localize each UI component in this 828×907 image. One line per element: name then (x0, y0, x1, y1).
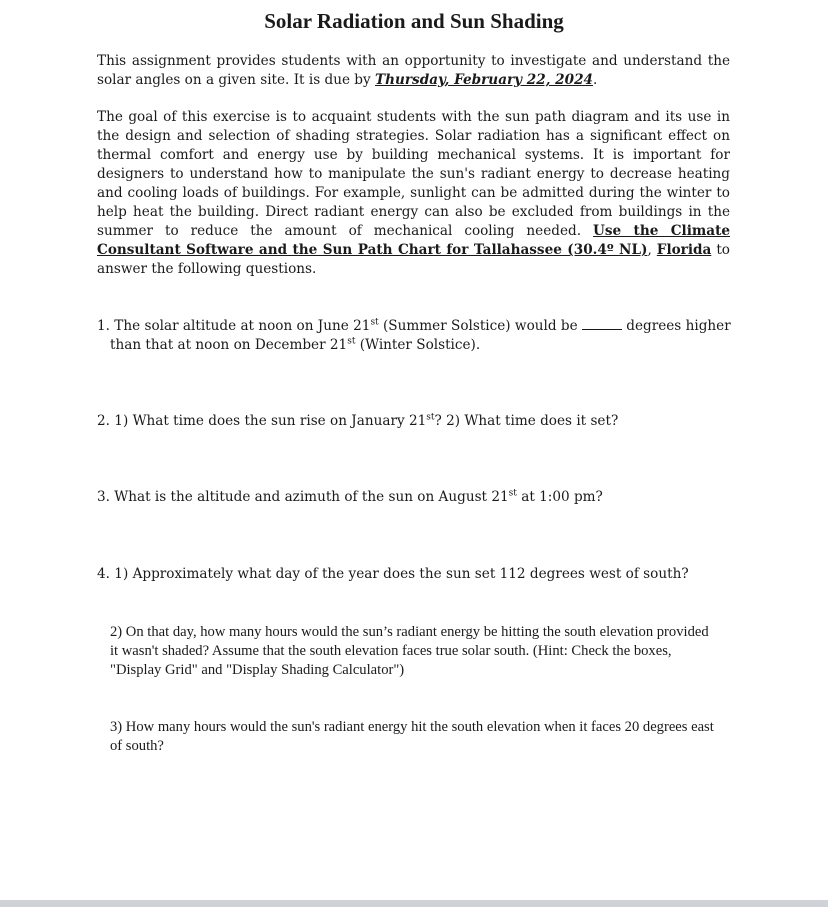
q3-text-a: 3. What is the altitude and azimuth of the sun on August 21 (97, 489, 509, 505)
intro-paragraph (97, 52, 730, 90)
bottom-scroll-bar (0, 900, 828, 907)
question-3 (97, 488, 737, 507)
q2-text-b: ? 2) What time does it set? (434, 413, 619, 429)
goal-text: The goal of this exercise is to acquaint students with the sun path diagram and its use in the design and selection of shading strategies. Solar radiation has a significant effect on thermal comfort and energy use by building mechanical systems. It is important for designers to understand how to manipulate the sun's radiant energy to decrease heating and cooling loads of buildings. For example, sunlight can be admitted during the winter to help heat the building. Direct radiant energy can also be excluded from buildings in the summer to reduce the amount of mechanical cooling needed. (97, 109, 730, 239)
question-1 (97, 317, 737, 336)
q1-sup-1: st (370, 317, 379, 328)
question-4-part-1: 4. 1) Approximately what day of the year does the sun set 112 degrees west of south? (97, 566, 689, 582)
intro-text: This assignment provides students with an opportunity to investigate and understand the solar angles on a given site. It is due by (97, 53, 730, 88)
page-title: Solar Radiation and Sun Shading (264, 9, 564, 33)
florida-link[interactable]: Florida (656, 242, 712, 258)
question-4-part-3: 3) How many hours would the sun's radiant energy hit the south elevation when it faces 20 degrees east of south? (110, 719, 714, 754)
goal-end: to answer the following questions. (97, 242, 730, 277)
q1-answer-blank[interactable] (582, 318, 622, 330)
q3-sup: st (508, 488, 517, 499)
q2-text-a: 2. 1) What time does the sun rise on January 21 (97, 413, 427, 429)
q1-text-a: 1. The solar altitude at noon on June 21 (97, 318, 371, 334)
due-date: Thursday, February 22, 2024 (375, 72, 594, 88)
q1-text-b: (Summer Solstice) would be (378, 318, 582, 334)
question-2 (97, 412, 737, 431)
q1-line2-b: (Winter Solstice). (355, 337, 481, 353)
intro-end: . (593, 72, 598, 88)
goal-paragraph (97, 108, 730, 279)
q1-text-c: degrees higher (621, 318, 731, 334)
climate-consultant-link[interactable]: Use the Climate Consultant Software and the Sun Path Chart for Tallahassee (30.4º NL) (97, 223, 731, 258)
q1-sup-2: st (347, 336, 356, 347)
q2-sup: st (426, 412, 435, 423)
goal-separator: , (647, 242, 657, 258)
question-4-part-2: 2) On that day, how many hours would the sun’s radiant energy be hitting the south elevation provided it wasn't shaded? Assume that the south elevation faces true solar south. (Hint: Check the boxes, "Display Grid" and "Display Shading Calculator") (110, 624, 709, 678)
question-1-line-2 (110, 336, 730, 355)
q3-text-b: at 1:00 pm? (516, 489, 603, 505)
q1-line2-a: than that at noon on December 21 (110, 337, 348, 353)
